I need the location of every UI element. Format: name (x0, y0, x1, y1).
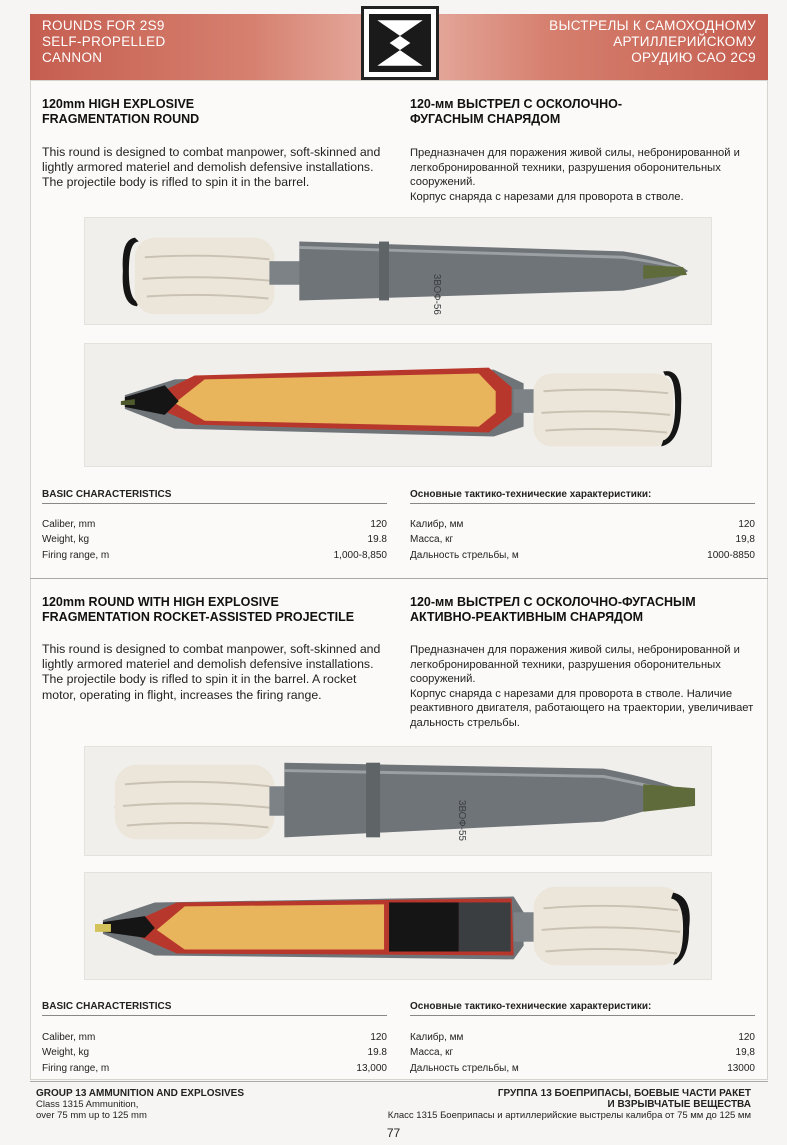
section1-title-en (42, 97, 199, 127)
header-right-line: АРТИЛЛЕРИЙСКОМУ (613, 34, 756, 49)
section2-chars-title-ru: Основные тактико-технические характеристики: (410, 1001, 755, 1016)
round-photo-exterior (84, 217, 712, 325)
char-value: 1,000-8,850 (333, 550, 387, 561)
paragraph: Предназначен для поражения живой силы, небронированной и легкобронированной техники, разрушения оборонительных сооружений. (410, 147, 740, 189)
char-row (42, 1063, 387, 1074)
char-label: Дальность стрельбы, м (410, 1063, 519, 1074)
char-label: Масса, кг (410, 1047, 454, 1058)
char-label: Weight, kg (42, 534, 90, 545)
char-value: 19.8 (367, 534, 387, 545)
section2-title-en (42, 595, 354, 625)
section-divider (30, 578, 768, 579)
header-left-line: CANNON (42, 50, 103, 65)
paragraph: Корпус снаряда с нарезами для проворота в стволе. Наличие реактивного двигателя, работающего на траектории, увеличивает дальность стрельбы. (410, 687, 754, 729)
section1-chars-title-en: BASIC CHARACTERISTICS (42, 489, 387, 504)
header-right-line: ОРУДИЮ САО 2С9 (631, 50, 756, 65)
char-label: Firing range, m (42, 1063, 110, 1074)
page-number: 77 (386, 1126, 401, 1140)
char-value: 19,8 (735, 534, 755, 545)
char-row (410, 550, 755, 561)
title-line: FRAGMENTATION ROCKET-ASSISTED PROJECTILE (42, 610, 355, 624)
footer-class-line: Class 1315 Ammunition, (36, 1099, 139, 1110)
char-row (410, 1032, 755, 1043)
char-row (42, 1032, 387, 1043)
char-row (42, 550, 387, 561)
header-left-line: SELF-PROPELLED (42, 34, 166, 49)
title-line: FRAGMENTATION ROUND (42, 112, 200, 126)
title-line: АКТИВНО-РЕАКТИВНЫМ СНАРЯДОМ (410, 610, 644, 624)
round-photo-cutaway (84, 343, 712, 467)
char-row (410, 1047, 755, 1058)
char-row (42, 534, 387, 545)
footer-right (388, 1088, 751, 1121)
title-line: 120mm HIGH EXPLOSIVE (42, 97, 195, 111)
header-left-line: ROUNDS FOR 2S9 (42, 18, 165, 33)
title-line: ФУГАСНЫМ СНАРЯДОМ (410, 112, 561, 126)
char-value: 120 (370, 1032, 387, 1043)
char-row (410, 1063, 755, 1074)
shell-marking: 3ВОФ-56 (430, 273, 442, 315)
footer-divider (30, 1081, 768, 1082)
char-value: 120 (370, 519, 387, 530)
char-label: Масса, кг (410, 534, 454, 545)
paragraph: Корпус снаряда с нарезами для проворота в стволе. (410, 190, 684, 203)
footer-group: GROUP 13 AMMUNITION AND EXPLOSIVES (36, 1088, 244, 1099)
char-label: Firing range, m (42, 550, 110, 561)
char-value: 120 (738, 519, 755, 530)
paragraph: This round is designed to combat manpower, soft-skinned and lightly armored materiel and demolish defensive installations. (42, 642, 381, 672)
section2-text-ru (410, 643, 755, 731)
char-value: 1000-8850 (707, 550, 755, 561)
char-label: Калибр, мм (410, 519, 464, 530)
shell-marking: 3ВОФ-55 (455, 800, 467, 841)
char-label: Калибр, мм (410, 1032, 464, 1043)
char-value: 19,8 (735, 1047, 755, 1058)
header-right-line: ВЫСТРЕЛЫ К САМОХОДНОМУ (549, 18, 756, 33)
footer-class-line: over 75 mm up to 125 mm (36, 1110, 147, 1121)
title-line: 120mm ROUND WITH HIGH EXPLOSIVE (42, 595, 279, 609)
char-label: Caliber, mm (42, 519, 96, 530)
char-row (42, 1047, 387, 1058)
publisher-logo (361, 6, 439, 80)
paragraph: Предназначен для поражения живой силы, небронированной и легкобронированной техники, разрушения оборонительных сооружений. (410, 644, 740, 686)
char-row (410, 534, 755, 545)
rocket-round-photo-cutaway (84, 872, 712, 980)
char-value: 120 (738, 1032, 755, 1043)
section2-chars-title-en: BASIC CHARACTERISTICS (42, 1001, 387, 1016)
section1-title-ru (410, 97, 622, 127)
footer-group-ru: ГРУППА 13 БОЕПРИПАСЫ, БОЕВЫЕ ЧАСТИ РАКЕТ (497, 1088, 751, 1099)
paragraph: The projectile body is rifled to spin it in the barrel. A rocket motor, operating in flight, increases the firing range. (42, 672, 357, 702)
footer-class-ru: Класс 1315 Боеприпасы и артиллерийские выстрелы калибра от 75 мм до 125 мм (387, 1110, 751, 1121)
page-header (30, 14, 768, 80)
char-row (410, 519, 755, 530)
section1-text-en (42, 145, 387, 191)
section1-chars-title-ru: Основные тактико-технические характеристики: (410, 489, 755, 504)
paragraph: The projectile body is rifled to spin it in the barrel. (42, 175, 310, 190)
header-left (42, 18, 166, 66)
title-line: 120-мм ВЫСТРЕЛ С ОСКОЛОЧНО-ФУГАСНЫМ (410, 595, 696, 609)
title-line: 120-мм ВЫСТРЕЛ С ОСКОЛОЧНО- (410, 97, 622, 111)
char-row (42, 519, 387, 530)
section2-text-en (42, 642, 387, 703)
char-label: Caliber, mm (42, 1032, 96, 1043)
header-right (549, 18, 756, 66)
char-value: 13,000 (356, 1063, 387, 1074)
rocket-round-photo-exterior (84, 746, 712, 856)
section2-title-ru (410, 595, 696, 625)
footer-left (36, 1088, 244, 1121)
section1-text-ru (410, 146, 755, 204)
char-value: 19.8 (367, 1047, 387, 1058)
paragraph: This round is designed to combat manpower, soft-skinned and lightly armored materiel and demolish defensive installations. (42, 145, 381, 175)
footer-group-ru: И ВЗРЫВЧАТЫЕ ВЕЩЕСТВА (607, 1099, 751, 1110)
char-label: Weight, kg (42, 1047, 90, 1058)
char-label: Дальность стрельбы, м (410, 550, 519, 561)
char-value: 13000 (727, 1063, 755, 1074)
